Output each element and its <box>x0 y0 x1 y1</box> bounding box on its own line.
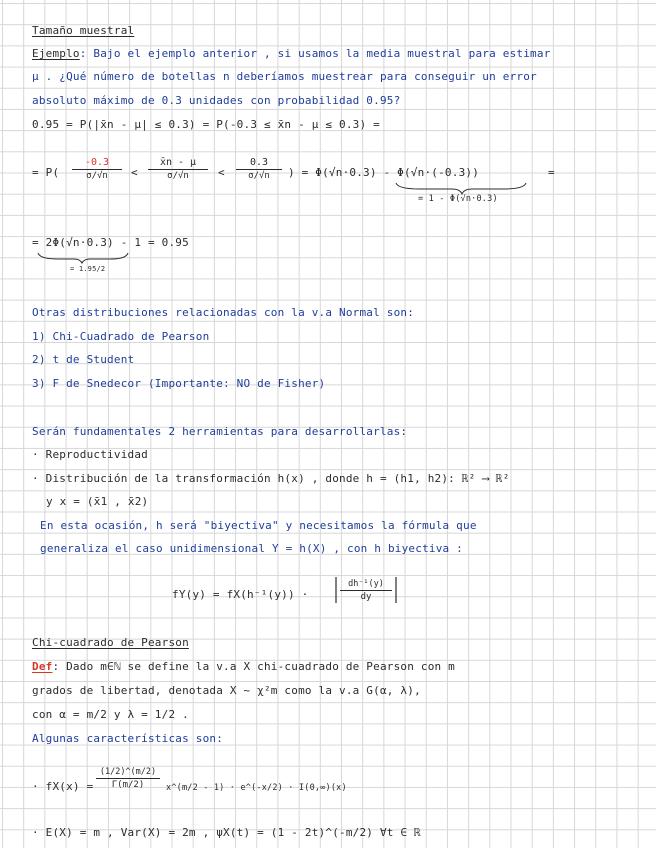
herramientas-bullet-1: · Reproductividad <box>32 448 148 461</box>
otras-intro: Otras distribuciones relacionadas con la v.a Normal son: <box>32 306 415 319</box>
brace-note-phi: = 1 - Φ(√n·0.3) <box>418 194 498 204</box>
jacobian-num: dh⁻¹(y) <box>348 579 384 589</box>
change-of-variables-left: fY(y) = fX(h⁻¹(y)) · <box>172 588 309 601</box>
chi-density-den: Γ(m/2) <box>96 778 160 791</box>
fraction-middle-num: x̄n - μ <box>159 157 197 168</box>
fraction-lower <box>72 157 122 182</box>
fraction-middle <box>148 157 208 182</box>
chi-density-right: x^(m/2 - 1) · e^(-x/2) · I(0,∞)(x) <box>166 783 347 793</box>
less-than-1: < <box>131 166 138 179</box>
jacobian-fraction <box>340 578 392 603</box>
brace-note-result: = 1.95/2 <box>70 265 106 273</box>
chi-section-title: Chi-cuadrado de Pearson <box>32 636 189 649</box>
chi-def-line-2: grados de libertad, denotada X ~ χ²m como la v.a G(α, λ), <box>32 684 421 697</box>
ejemplo-line-3: absoluto máximo de 0.3 unidades con probabilidad 0.95? <box>32 94 401 107</box>
ejemplo-line-1 <box>32 47 551 61</box>
herramientas-generaliza: generaliza el caso unidimensional Y = h(X) , con h biyectiva : <box>40 542 463 555</box>
ejemplo-text-1: : Bajo el ejemplo anterior , si usamos la media muestral para estimar <box>79 47 551 60</box>
herramientas-bullet-2-vars: y x = (x̄1 , x̄2) <box>46 495 149 508</box>
equation-result: = 2Φ(√n·0.3) - 1 = 0.95 <box>32 236 189 249</box>
chi-density-num: (1/2)^(m/2) <box>99 767 157 777</box>
herramientas-bullet-2: · Distribución de la transformación h(x) , donde h = (h1, h2): ℝ² ⟶ ℝ² <box>32 472 510 485</box>
ejemplo-line-2: μ . ¿Qué número de botellas n deberíamos muestrear para conseguir un error <box>32 70 537 83</box>
fraction-middle-den: σ/√n <box>148 169 208 182</box>
equation-tail-equals: = <box>548 166 555 179</box>
fraction-lower-num: -0.3 <box>84 157 110 168</box>
chi-def-line-3: con α = m/2 y λ = 1/2 . <box>32 708 189 721</box>
equation-standardize-prefix: = P( <box>32 166 60 179</box>
fraction-upper <box>236 157 282 182</box>
def-label: Def <box>32 660 53 673</box>
otras-item-3: 3) F de Snedecor (Importante: NO de Fisher) <box>32 377 326 390</box>
fraction-upper-num: 0.3 <box>249 157 269 168</box>
chi-def-text-1: : Dado m∈ℕ se define la v.a X chi-cuadrado de Pearson con m <box>52 660 455 673</box>
fraction-upper-den: σ/√n <box>236 169 282 182</box>
equation-probability: 0.95 = P(|x̄n - μ| ≤ 0.3) = P(-0.3 ≤ x̄n - μ ≤ 0.3) = <box>32 118 380 131</box>
jacobian-den: dy <box>340 590 392 603</box>
chi-caracteristicas: Algunas características son: <box>32 732 224 745</box>
otras-item-1: 1) Chi-Cuadrado de Pearson <box>32 330 210 343</box>
fraction-lower-den: σ/√n <box>72 169 122 182</box>
less-than-2: < <box>218 166 225 179</box>
chi-density-fraction <box>96 766 160 791</box>
herramientas-intro: Serán fundamentales 2 herramientas para desarrollarlas: <box>32 425 408 438</box>
equation-phi-difference: ) = Φ(√n·0.3) - Φ(√n·(-0.3)) <box>288 166 480 179</box>
otras-item-2: 2) t de Student <box>32 353 135 366</box>
herramientas-biyectiva: En esta ocasión, h será "biyectiva" y necesitamos la fórmula que <box>40 519 477 532</box>
page-title: Tamaño muestral <box>32 24 135 37</box>
chi-density-left: · fX(x) = <box>32 780 94 793</box>
ejemplo-label: Ejemplo <box>32 47 80 60</box>
chi-def-line-1 <box>32 660 455 674</box>
chi-moments: · E(X) = m , Var(X) = 2m , ψX(t) = (1 - 2t)^(-m/2) ∀t ∈ ℝ <box>32 826 421 839</box>
